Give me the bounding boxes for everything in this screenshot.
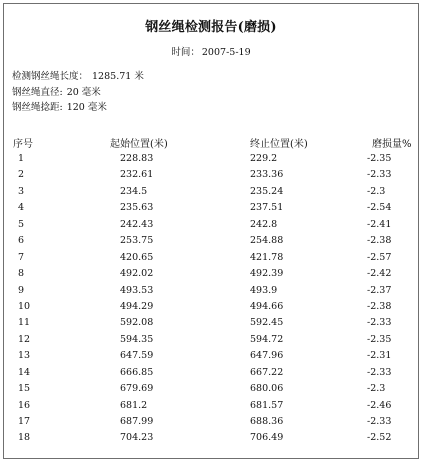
pitch-info [12,99,107,113]
report-frame [3,3,419,459]
pitch-label: 钢丝绳捻距: [12,102,63,113]
report-time [4,44,418,58]
row-end-position: 421.78 [250,251,284,263]
row-start-position: 492.02 [120,268,154,280]
row-end-position: 667.22 [250,366,284,378]
row-wear: -2.33 [367,366,392,378]
row-end-position: 647.96 [250,350,284,362]
row-index: 1 [18,153,25,164]
row-start-position: 687.99 [120,416,154,427]
time-label: 时间： [171,47,200,58]
row-end-position: 233.36 [250,169,284,181]
row-wear: -2.54 [367,202,392,214]
row-start-position: 242.43 [120,218,154,230]
diameter-label: 钢丝绳直径: [12,87,63,98]
row-start-position: 234.5 [120,185,148,197]
table-row [4,186,418,202]
length-label: 检测钢丝绳长度： [12,71,89,82]
row-start-position: 228.83 [120,153,154,164]
row-start-position: 420.65 [120,251,154,263]
row-index: 4 [18,202,25,214]
row-index: 11 [18,317,31,329]
row-start-position: 594.35 [120,333,154,345]
header-wear: 磨损量% [372,139,412,150]
row-wear: -2.42 [367,268,392,280]
row-start-position: 681.2 [120,399,148,411]
row-end-position: 680.06 [250,383,284,395]
row-end-position: 706.49 [250,432,284,444]
row-wear: -2.3 [367,185,386,197]
row-wear: -2.35 [367,153,392,164]
table-row [4,334,418,350]
row-end-position: 592.45 [250,317,284,329]
row-end-position: 242.8 [250,218,278,230]
table-row [4,169,418,185]
table-row [4,235,418,251]
row-index: 6 [18,235,25,247]
row-index: 12 [18,333,31,345]
table-row [4,416,418,432]
row-wear: -2.46 [367,399,392,411]
row-end-position: 493.9 [250,284,278,296]
row-start-position: 232.61 [120,169,154,181]
row-wear: -2.57 [367,251,392,263]
row-wear: -2.37 [367,284,392,296]
row-end-position: 235.24 [250,185,284,197]
row-wear: -2.33 [367,416,392,427]
row-end-position: 688.36 [250,416,284,427]
row-start-position: 666.85 [120,366,154,378]
table-row [4,301,418,317]
row-start-position: 679.69 [120,383,154,395]
header-index: 序号 [13,139,33,150]
row-start-position: 235.63 [120,202,154,214]
report-title: 钢丝绳检测报告(磨损) [145,20,277,35]
row-index: 16 [18,399,31,411]
row-index: 3 [18,185,25,197]
row-start-position: 494.29 [120,300,154,312]
row-wear: -2.41 [367,218,392,230]
length-value: 1285.71 米 [92,71,144,82]
row-end-position: 492.39 [250,268,284,280]
row-wear: -2.35 [367,333,392,345]
row-end-position: 681.57 [250,399,284,411]
table-row [4,367,418,383]
length-info [12,68,144,82]
row-index: 7 [18,251,25,263]
row-end-position: 494.66 [250,300,284,312]
diameter-value: 20 毫米 [66,87,101,98]
header-start-position: 起始位置(米) [110,139,168,150]
header-end-position: 终止位置(米) [250,139,308,150]
row-index: 10 [18,300,31,312]
row-index: 17 [18,416,31,427]
table-row [4,383,418,399]
table-row [4,252,418,268]
table-row [4,317,418,333]
row-start-position: 493.53 [120,284,154,296]
row-end-position: 237.51 [250,202,284,214]
row-start-position: 704.23 [120,432,154,444]
table-row [4,153,418,169]
time-value: 2007-5-19 [201,47,251,58]
row-index: 14 [18,366,31,378]
row-wear: -2.38 [367,235,392,247]
row-wear: -2.33 [367,317,392,329]
row-end-position: 229.2 [250,153,278,164]
row-wear: -2.33 [367,169,392,181]
row-index: 2 [18,169,25,181]
row-start-position: 253.75 [120,235,154,247]
row-wear: -2.31 [367,350,392,362]
table-row [4,219,418,235]
row-index: 8 [18,268,25,280]
table-row [4,268,418,284]
row-index: 15 [18,383,31,395]
row-index: 5 [18,218,25,230]
table-row [4,285,418,301]
row-start-position: 592.08 [120,317,154,329]
row-start-position: 647.59 [120,350,154,362]
row-index: 9 [18,284,25,296]
table-row [4,400,418,416]
diameter-info [12,84,101,98]
row-index: 18 [18,432,31,444]
row-end-position: 254.88 [250,235,284,247]
row-wear: -2.52 [367,432,392,444]
wear-table-body [4,153,418,449]
row-index: 13 [18,350,31,362]
row-end-position: 594.72 [250,333,284,345]
pitch-value: 120 毫米 [66,102,107,113]
row-wear: -2.3 [367,383,386,395]
table-row [4,432,418,448]
table-row [4,350,418,366]
table-row [4,202,418,218]
row-wear: -2.38 [367,300,392,312]
